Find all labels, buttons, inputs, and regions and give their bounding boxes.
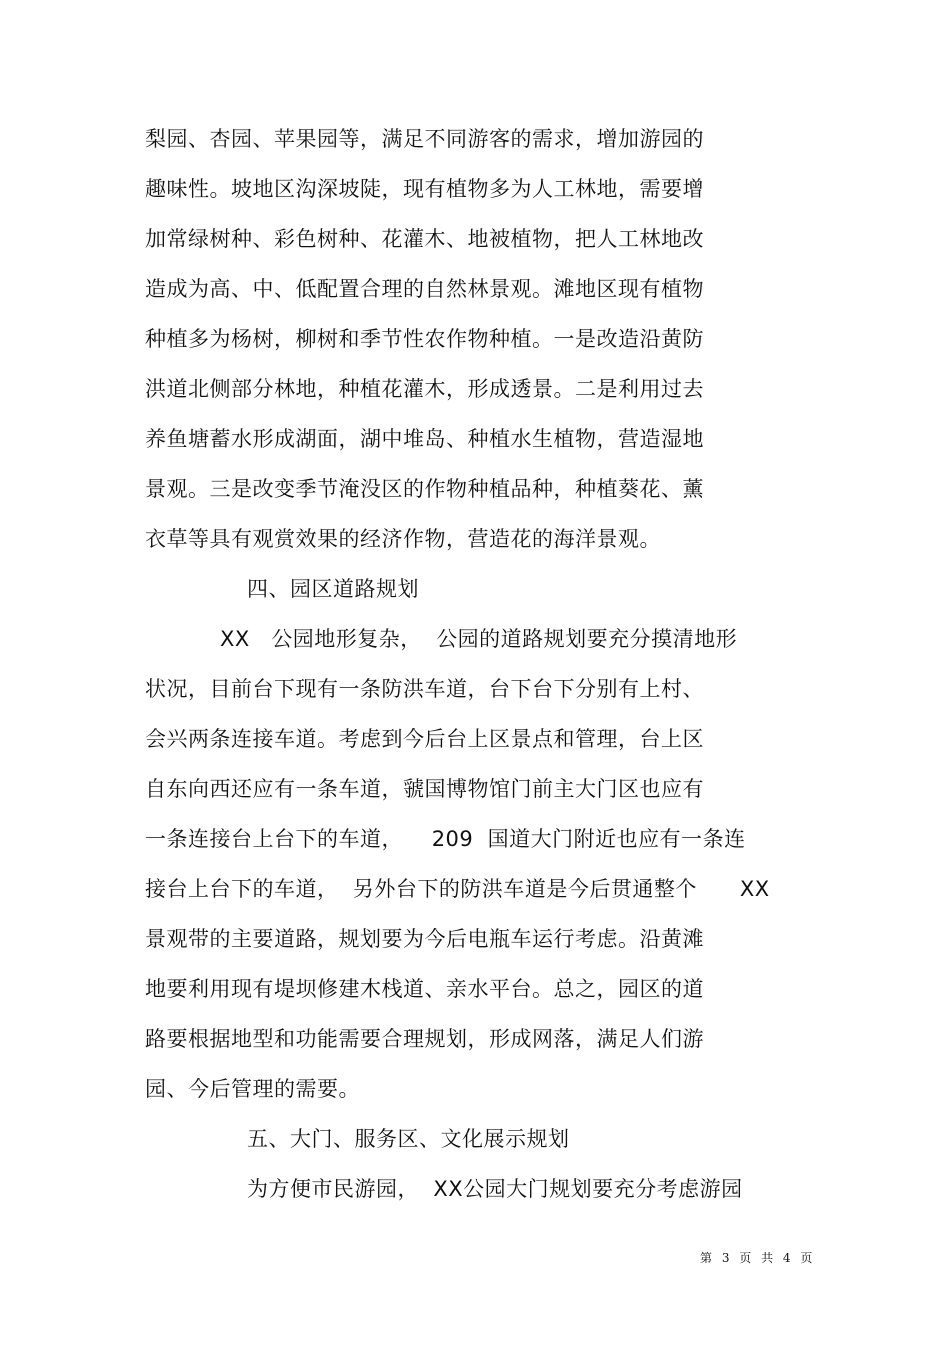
paragraph-line: 衣草等具有观赏效果的经济作物，营造花的海洋景观。: [145, 527, 661, 551]
paragraph-line: 状况，目前台下现有一条防洪车道，台下台下分别有上村、: [145, 677, 704, 701]
paragraph-line: 路要根据地型和功能需要合理规划，形成网落，满足人们游: [145, 1027, 704, 1051]
paragraph-line: 会兴两条连接车道。考虑到今后台上区景点和管理，台上区: [145, 727, 704, 751]
paragraph-line: 地要利用现有堤坝修建木栈道、亲水平台。总之，园区的道: [145, 977, 704, 1001]
paragraph-line: 梨园、杏园、苹果园等，满足不同游客的需求，增加游园的: [145, 127, 704, 151]
paragraph-line: 景观带的主要道路，规划要为今后电瓶车运行考虑。沿黄滩: [145, 927, 704, 951]
paragraph-line: 园、今后管理的需要。: [145, 1077, 360, 1101]
paragraph-line: 为方便市民游园， XX公园大门规划要充分考虑游园: [247, 1177, 743, 1201]
section-heading: 四、园区道路规划: [247, 577, 419, 601]
paragraph-line: 洪道北侧部分林地，种植花灌木，形成透景。二是利用过去: [145, 377, 704, 401]
paragraph-line: 造成为高、中、低配置合理的自然林景观。滩地区现有植物: [145, 277, 704, 301]
paragraph-line: 一条连接台上台下的车道， 209 国道大门附近也应有一条连: [145, 827, 746, 851]
paragraph-line: 养鱼塘蓄水形成湖面，湖中堆岛、种植水生植物，营造湿地: [145, 427, 704, 451]
paragraph-line: 自东向西还应有一条车道，虢国博物馆门前主大门区也应有: [145, 777, 704, 801]
page-footer: 第 3 页 共 4 页: [700, 1251, 816, 1265]
section-heading: 五、大门、服务区、文化展示规划: [247, 1127, 570, 1151]
paragraph-line: 加常绿树种、彩色树种、花灌木、地被植物，把人工林地改: [145, 227, 704, 251]
paragraph-line: 接台上台下的车道， 另外台下的防洪车道是今后贯通整个 XX: [145, 877, 770, 901]
paragraph-line: 种植多为杨树，柳树和季节性农作物种植。一是改造沿黄防: [145, 327, 704, 351]
paragraph-line: XX 公园地形复杂， 公园的道路规划要充分摸清地形: [220, 627, 738, 651]
paragraph-line: 趣味性。坡地区沟深坡陡，现有植物多为人工林地，需要增: [145, 177, 704, 201]
paragraph-line: 景观。三是改变季节淹没区的作物种植品种，种植葵花、薰: [145, 477, 704, 501]
